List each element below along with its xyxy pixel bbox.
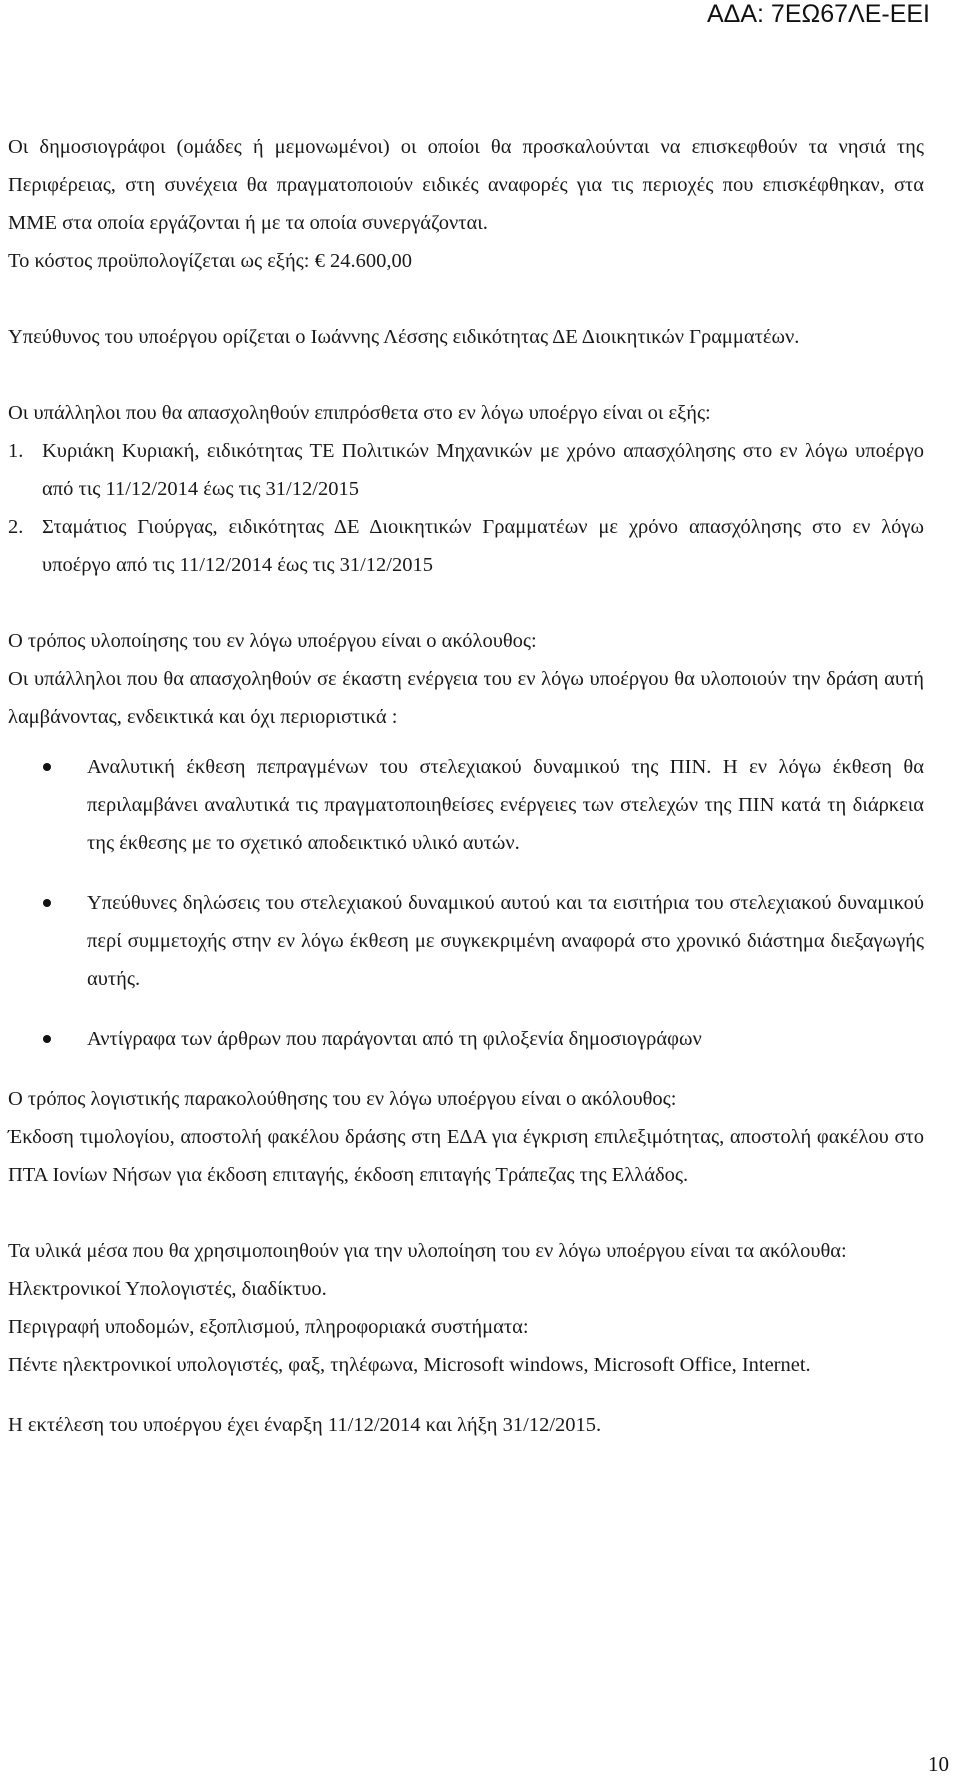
implementation-text: Οι υπάλληλοι που θα απασχοληθούν σε έκαστη ενέργεια του εν λόγω υποέργου θα υλοποιούν την δράση αυτή λαμβάνοντας, ενδεικτικά και όχι περιοριστικά : — [8, 668, 924, 728]
spacer — [8, 584, 924, 622]
list-item — [8, 748, 924, 862]
spacer — [8, 1384, 924, 1406]
employees-intro: Οι υπάλληλοι που θα απασχοληθούν επιπρόσθετα στο εν λόγω υποέργο είναι οι εξής: — [8, 402, 711, 424]
materials-intro: Τα υλικά μέσα που θα χρησιμοποιηθούν για την υλοποίηση του εν λόγω υποέργου είναι τα ακόλουθα: — [8, 1240, 847, 1262]
infra-text: Πέντε ηλεκτρονικοί υπολογιστές, φαξ, τηλέφωνα, Microsoft windows, Microsoft Office, Internet. — [8, 1354, 811, 1376]
item-number: 2. — [8, 516, 24, 538]
bullet-icon — [8, 1020, 87, 1058]
responsible-line: Υπεύθυνος του υποέργου ορίζεται ο Ιωάννης Λέσσης ειδικότητας ΔΕ Διοικητικών Γραμματέων. — [8, 326, 800, 348]
item-text: Σταμάτιος Γιούργας, ειδικότητας ΔΕ Διοικητικών Γραμματέων με χρόνο απασχόλησης στο εν λόγω υποέργο από τις 11/12/2014 έως τις 31/12/2015 — [42, 516, 924, 576]
list-item-text: Υπεύθυνες δηλώσεις του στελεχιακού δυναμικού αυτού και τα εισιτήρια του στελεχιακού δυναμικού περί συμμετοχής στην εν λόγω έκθεση με συγκεκριμένη αναφορά στο χρονικό διάστημα διεξαγωγής αυτής. — [87, 892, 924, 990]
accounting-intro: Ο τρόπος λογιστικής παρακολούθησης του εν λόγω υποέργου είναι ο ακόλουθος: — [8, 1088, 677, 1110]
list-item — [8, 1020, 924, 1058]
intro-paragraph: Οι δημοσιογράφοι (ομάδες ή μεμονωμένοι) οι οποίοι θα προσκαλούνται να επισκεφθούν τα νησιά της Περιφέρειας, στη συνέχεια θα πραγματοποιούν ειδικές αναφορές για τις περιοχές που επισκέφθηκαν, στα ΜΜΕ στα οποία εργάζονται ή με τα οποία συνεργάζονται. — [8, 136, 924, 234]
spacer — [8, 1194, 924, 1232]
bullet-list — [8, 748, 924, 1058]
implementation-intro: Ο τρόπος υλοποίησης του εν λόγω υποέργου είναι ο ακόλουθος: — [8, 630, 537, 652]
ada-code: ΑΔΑ: 7ΕΩ67ΛΕ-ΕΕΙ — [706, 0, 930, 28]
page-number: 10 — [928, 1752, 949, 1776]
materials-text: Ηλεκτρονικοί Υπολογιστές, διαδίκτυο. — [8, 1278, 327, 1300]
spacer — [8, 280, 924, 318]
accounting-text: Έκδοση τιμολογίου, αποστολή φακέλου δράσης στη ΕΔΑ για έγκριση επιλεξιμότητας, αποστολή φακέλου στο ΠΤΑ Ιονίων Νήσων για έκδοση επιταγής, έκδοση επιταγής Τράπεζας της Ελλάδος. — [8, 1126, 924, 1186]
list-item-text: Αναλυτική έκθεση πεπραγμένων του στελεχιακού δυναμικού της ΠΙΝ. Η εν λόγω έκθεση θα περιλαμβάνει αναλυτικά τις πραγματοποιηθείσες ενέργειες των στελεχών της ΠΙΝ κατά τη διάρκεια της έκθεσης με το σχετικό αποδεικτικό υλικό αυτών. — [87, 756, 924, 854]
list-item-text: Αντίγραφα των άρθρων που παράγονται από τη φιλοξενία δημοσιογράφων — [87, 1028, 702, 1050]
cost-line: Το κόστος προϋπολογίζεται ως εξής: € 24.600,00 — [8, 250, 412, 272]
list-item — [8, 884, 924, 998]
document-body — [8, 128, 924, 1444]
bullet-icon — [8, 748, 87, 862]
execution-line: Η εκτέλεση του υποέργου έχει έναρξη 11/12/2014 και λήξη 31/12/2015. — [8, 1414, 602, 1436]
bullet-icon — [8, 884, 87, 998]
item-number: 1. — [8, 440, 24, 462]
infra-intro: Περιγραφή υποδομών, εξοπλισμού, πληροφοριακά συστήματα: — [8, 1316, 529, 1338]
item-text: Κυριάκη Κυριακή, ειδικότητας ΤΕ Πολιτικών Μηχανικών με χρόνο απασχόλησης στο εν λόγω υποέργο από τις 11/12/2014 έως τις 31/12/2015 — [42, 440, 924, 500]
employee-item — [8, 432, 924, 508]
spacer — [8, 356, 924, 394]
employee-item — [8, 508, 924, 584]
